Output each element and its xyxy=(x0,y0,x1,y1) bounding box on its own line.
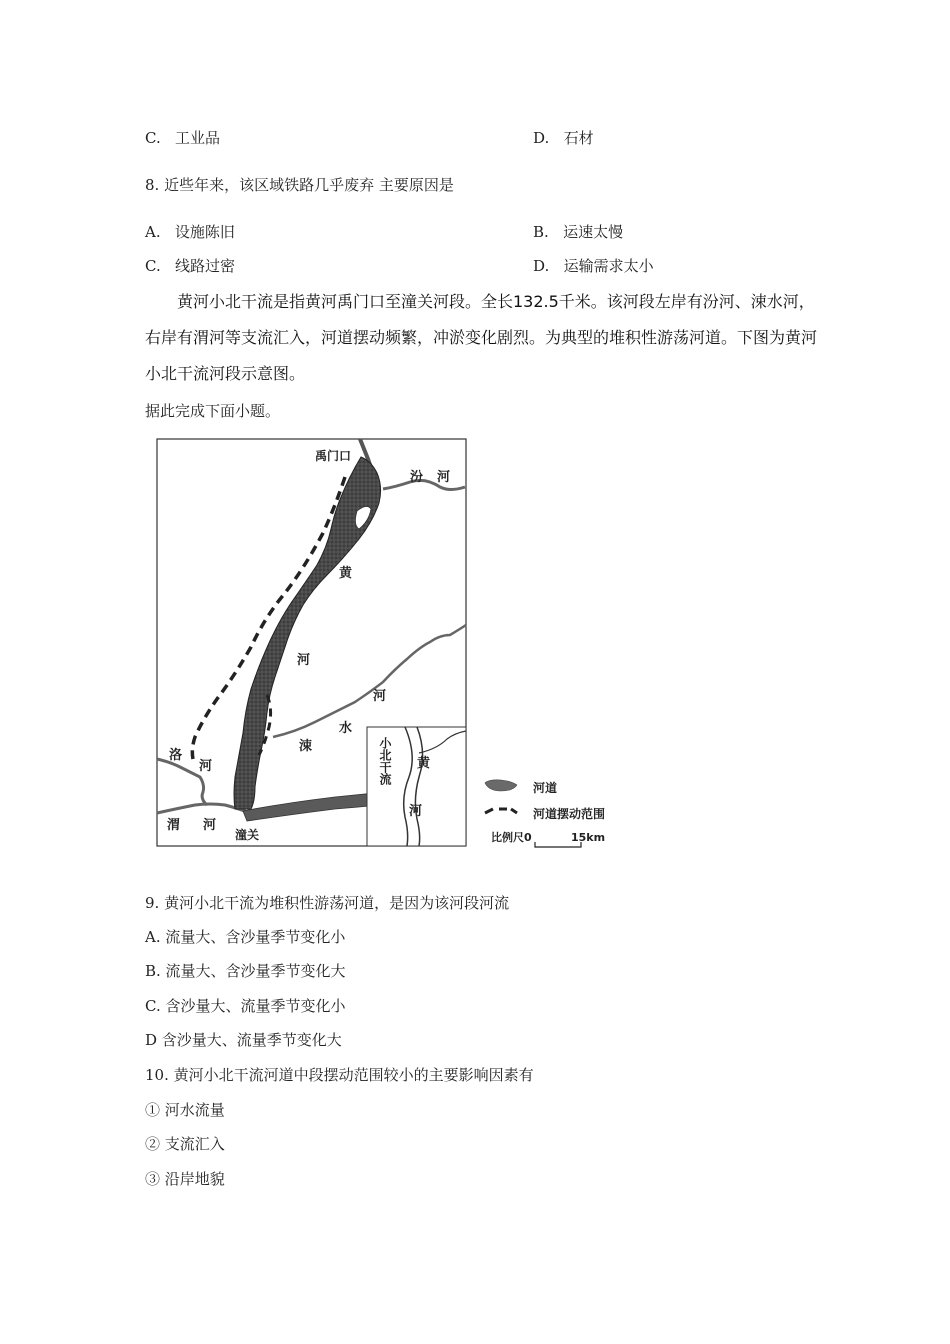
inset-label-huang: 黄 xyxy=(417,756,431,771)
label-wei: 渭 xyxy=(167,818,181,833)
label-fen: 汾 xyxy=(410,470,424,485)
q8-stem: 8. 近些年来，该区域铁路几乎废弃 主要原因是 xyxy=(145,176,454,194)
q8-option-a-letter: A. xyxy=(145,223,161,241)
q8-option-a xyxy=(145,222,235,242)
q8-option-c-text: 线路过密 xyxy=(175,257,236,275)
inset-label-xiaobei: 小北干流 xyxy=(378,737,392,785)
label-wei-he: 河 xyxy=(203,818,217,833)
q8-option-c-letter: C. xyxy=(145,257,161,275)
label-luo: 洛 xyxy=(169,748,183,763)
q8-option-d-text: 运输需求太小 xyxy=(563,257,654,275)
q9-option-b: B. 流量大、含沙量季节变化大 xyxy=(145,962,346,980)
label-fen-he: 河 xyxy=(437,470,451,485)
map-svg xyxy=(155,437,615,849)
q8-option-d xyxy=(533,256,654,276)
label-shui: 水 xyxy=(339,721,353,736)
legend-swing-label: 河道摆动范围 xyxy=(533,807,606,821)
q9-stem: 9. 黄河小北干流为堆积性游荡河道，是因为该河段河流 xyxy=(145,894,510,912)
q7-option-c-letter: C. xyxy=(145,129,161,147)
label-tongguan: 潼关 xyxy=(235,828,260,842)
q8-option-b-text: 运速太慢 xyxy=(563,223,624,241)
legend-channel-swatch xyxy=(485,780,517,791)
instruction: 据此完成下面小题。 xyxy=(145,402,281,420)
legend-scale-value: 15km xyxy=(571,831,606,844)
q10-option-3: ③ 沿岸地貌 xyxy=(145,1170,225,1188)
q9-option-c: C. 含沙量大、流量季节变化小 xyxy=(145,997,346,1015)
q7-option-d-text: 石材 xyxy=(563,129,594,147)
label-luo-he: 河 xyxy=(199,759,213,774)
q7-option-d xyxy=(533,128,594,148)
label-su: 涑 xyxy=(299,739,313,754)
q10-stem: 10. 黄河小北干流河道中段摆动范围较小的主要影响因素有 xyxy=(145,1066,534,1084)
q8-option-a-text: 设施陈旧 xyxy=(174,223,235,241)
q10-option-1: ① 河水流量 xyxy=(145,1101,225,1119)
legend-swing-swatch xyxy=(485,809,517,813)
label-he-su: 河 xyxy=(373,689,387,704)
label-huang: 黄 xyxy=(339,566,353,581)
q8-option-b-letter: B. xyxy=(533,223,549,241)
legend-channel-label: 河道 xyxy=(533,781,558,795)
map-figure xyxy=(155,437,615,849)
q9-option-a: A. 流量大、含沙量季节变化小 xyxy=(145,928,346,946)
inset-label-he: 河 xyxy=(409,804,423,819)
legend-scale-label: 比例尺0 xyxy=(491,831,532,844)
q7-option-d-letter: D. xyxy=(533,129,550,147)
q8-option-b xyxy=(533,222,623,242)
q7-option-c-text: 工业品 xyxy=(175,129,221,147)
q9-option-d: D 含沙量大、流量季节变化大 xyxy=(145,1031,342,1049)
label-yumenkou: 禹门口 xyxy=(315,449,352,463)
q10-option-2: ② 支流汇入 xyxy=(145,1135,225,1153)
label-he-main: 河 xyxy=(297,653,311,668)
q7-option-c xyxy=(145,128,220,148)
q8-option-d-letter: D. xyxy=(533,257,550,275)
passage: 黄河小北干流是指黄河禹门口至潼关河段。全长132.5千米。该河段左岸有汾河、涑水河，右岸有渭河等支流汇入，河道摆动频繁，冲淤变化剧烈。为典型的堆积性游荡河道。下图为黄河小北干流河段示意图。 xyxy=(145,292,818,383)
q8-option-c xyxy=(145,256,235,276)
